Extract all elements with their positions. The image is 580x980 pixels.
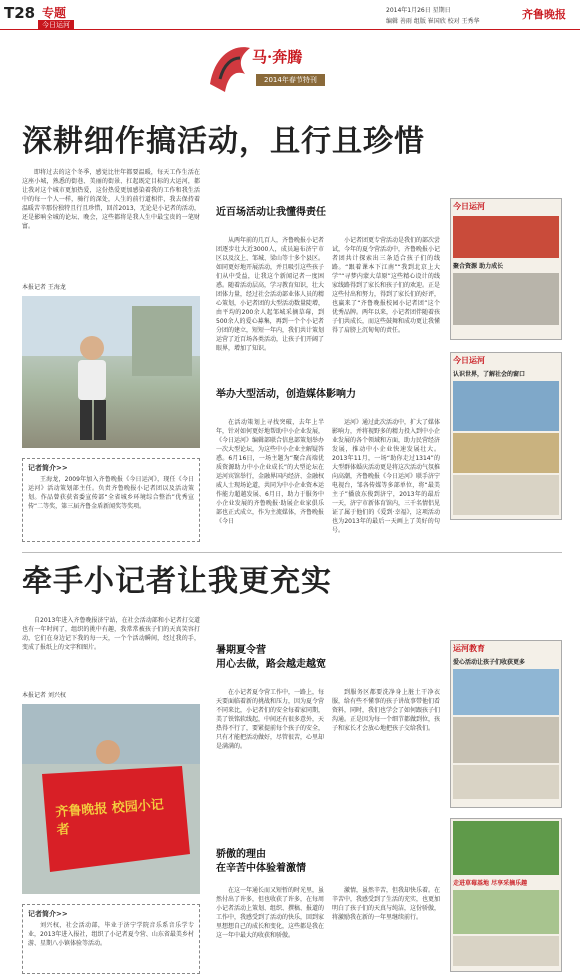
- intro-text: 王海龙，2009年加入齐鲁晚报《今日运河》，现任《今日运河》活动策划部主任。负责齐鲁晚报小记者团以及活动策划。作品曾获获省委宣传部“全省城乡环境综合整治”优秀宣传“二等奖，第三届齐鲁金盾新闻奖等奖项。: [28, 476, 194, 510]
- article2-byline: 本报记者 刘兴权: [22, 692, 66, 699]
- banner-subtitle: 2014年春节特刊: [256, 74, 325, 86]
- thumb-headline: 认识世界，了解社会的窗口: [453, 371, 526, 378]
- article1-lead: 即将过去的这个冬季，感觉比往年都要温暖，每天工作生活在这座小城，熟悉的街巷、美丽的街景、扛起既定目标的大运河，都让我对这个城市更加热爱，这份热爱更加感染着我的工作和我生活中的每一个人一样，骑行的深处，人生的前行道相伴，我去保持着温暖苦辛那份独特且行且珍惜，回首2013，无论是小记者的活动，还是影响全城的论坛、晚会，这些都将是我人生中最宝贵的一笔财富。: [22, 169, 200, 230]
- newspaper-thumbnail: [450, 198, 562, 340]
- article1-sec1-col2: 小记者团更专营活动是我们的部次尝试，今年的夏令营活动中，齐鲁晚报小记者团共计探索出三条适合孩子们的线路。“跟着课本下江南”“我到北京上大学”“寻梦内蒙大草原”这些精心设计的线家线路得到了家长和孩子们的欢迎。正是这些付出和努力，得到了家长们的好评，也赢来了“齐鲁晚报校园小记者团”这个优秀品牌。两年以来，小记者团伴随着孩子们共成长，而这些鼓舞和成功更让我懂得了肩膀上沉甸甸的责任。: [332, 237, 440, 334]
- article2-sec1-col1: 在小记者夏令营工作中，一路上，每天要面临着新的挑战和压力，因为夏令营不同来比，小记者们的安全每着家同期，美了铁铭软线起，中间还有很多意外，天热得不行了，要紧提前每个孩子的安全，只有才能把活动做好，尽管很苦，心里却是满满的。: [216, 689, 324, 750]
- thumb-title: 今日运河: [453, 356, 485, 365]
- section-divider: [22, 552, 562, 553]
- article2-sec1-title1: 暑期夏令营: [216, 645, 266, 656]
- article2-sec2-title1: 骄傲的理由: [216, 849, 266, 860]
- column-label: 今日运河: [38, 20, 74, 30]
- article1-sec2-col1: 在活动策划上寻找突破，去年上半年，针对如何更好地帮助中小企业发展，《今日运河》编辑部联合信息部策划举办一次大型论坛，为这些中小企业主解疑答惑。6月16日，一场主题为“聚合高端优质资源助力中小企业成长”的大型论坛在运河宾馆举行，金融界国内经济、金融权威人士现场论道，共同为中小企业资本运作能力超越发展、6月日，助力于服务中小企业发展的齐鲁晚报·助展企业家俱乐部也正式成立，作为主流媒体，齐鲁晚报《今日: [216, 419, 324, 525]
- banner-logo: 马·奔腾: [252, 48, 303, 66]
- article2-sec1-col2: 到服务区都要洗净身上脏土干净衣服，给有些不懂事的孩子讲故事带他们看资料，同时，我们也学会了如何跟孩子们沟通。正是因为每一个细节都做到位，孩子和家长才会放心地把孩子交给我们。: [332, 689, 440, 732]
- reporter-photo: [22, 296, 200, 448]
- newspaper-thumbnail: [450, 818, 562, 972]
- intro-text: 刘兴权，社会活动部，毕业于济宁学院音乐系音乐学专业，2013年进入报社，组织了小记者夏令营、山东省最美乡村游、星期八小镇体验等活动。: [28, 922, 194, 947]
- page-number: T28: [4, 4, 36, 22]
- thumb-title: 运河教育: [453, 644, 485, 653]
- article1-byline: 本报记者 王海龙: [22, 284, 66, 291]
- article2-sec2-col2: 激情，虽然辛苦，但我却快乐着。在辛苦中，我感受到了生活的充实，也更加明白了孩子们的天真与纯洁，这份骄傲，将激励我在新的一年里继续前行。: [332, 887, 440, 921]
- article2-sec1-title2: 用心去做，路会越走越宽: [216, 659, 326, 670]
- article1-sec1-col1: 从两年前的几百人，齐鲁晚报小记者团逐步壮大近3000人，成员遍布济宁市区以及汶上、邹城、梁山等十多个县区。如同更好地开展活动，并且吸引这些孩子们从中受益，让我这个新闻记者一度困惑。随着活动层高，学习教育知识，壮大团体力量，经过社会活动部业体人员的精心策划，小记者团的大型活动数量陡增，由平均的200余人起邹城采摘草莓，到500余人的爱心募集，再到一个个小记者分团的建立，短短一年内，我们共计策划运营了近百场各类活动，让孩子们开阔了眼界，增加了知识。: [216, 237, 324, 352]
- section-label: 专题: [42, 6, 67, 20]
- article1-headline: 深耕细作搞活动，且行且珍惜: [22, 124, 425, 159]
- article1-sec2-title: 举办大型活动，创造媒体影响力: [216, 389, 356, 400]
- article2-intro-box: [22, 904, 200, 974]
- horse-ink-art: [200, 34, 260, 99]
- thumb-headline: 聚合资源 助力成长: [453, 263, 504, 270]
- article1-sec2-col2: 运河》通过此次活动中，扩大了媒体影响力，并将视野多的精力投入到中小企业发展的各个领域和方面，助力民营经济发展，推动中小企业快速发展壮大。2013年11月，一场“助你走过1314”的大型群体婚庆活动更是将这次活动气氛推向高潮，齐鲁晚报《今日运河》联手济宁电视台，邹各传媒等多部单位，将“最美主子”播放东俊到济宁，2013年的最后一天，济宁市新体育馆内，三千名情侣见证了属于他们的《爱到·幸福》，这项活动也为2013年的最后一天画上了美好的句号。: [332, 419, 440, 534]
- flag-text: 齐鲁晚报 校园小记者: [54, 797, 165, 839]
- newspaper-thumbnail: [450, 352, 562, 520]
- article2-sec2-title2: 在辛苦中体验着激情: [216, 863, 306, 874]
- reporter-flag-photo: [22, 704, 200, 894]
- masthead: [0, 0, 580, 30]
- article2-sec2-col1: 在这一年通长而又短暂的时光里，虽然付出了许多，但也收获了许多，在每周小记者活动上策划、组织、撰稿、报道的工作中，我感受到了活动的快乐，回到家里想想自己的成长和变化，这些都是我在这一年中最大的收获和骄傲。: [216, 887, 324, 939]
- article2-lead: 自2013年进入齐鲁晚报济宁站，在社会活动部和小记者打交道也有一年时间了，组织的挑中有趣，我常常被孩子们的天真笑容打动，它们在身边记下我的每一天，一个个活动瞬间，经过我的手，变成了报纸上的文字和图片。: [22, 617, 200, 651]
- paper-logo: 齐鲁晚报: [522, 8, 566, 21]
- festival-banner: [180, 34, 400, 104]
- intro-title: 记者简介>>: [28, 910, 68, 918]
- article1-intro-box: [22, 458, 200, 542]
- intro-title: 记者简介>>: [28, 464, 68, 472]
- issue-date: 2014年1月26日 星期日: [386, 7, 451, 14]
- thumb-headline: 走进草莓基地 尽享采摘乐趣: [453, 880, 528, 887]
- article2-headline: 牵手小记者让我更充实: [22, 564, 332, 599]
- editors-line: 编辑 善雨 组版 崔国欣 校对 王秀华: [386, 18, 480, 25]
- article1-sec1-title: 近百场活动让我懂得责任: [216, 207, 326, 218]
- thumb-title: 今日运河: [453, 202, 485, 211]
- newspaper-thumbnail: [450, 640, 562, 808]
- thumb-headline: 爱心活动让孩子们收获更多: [453, 659, 526, 666]
